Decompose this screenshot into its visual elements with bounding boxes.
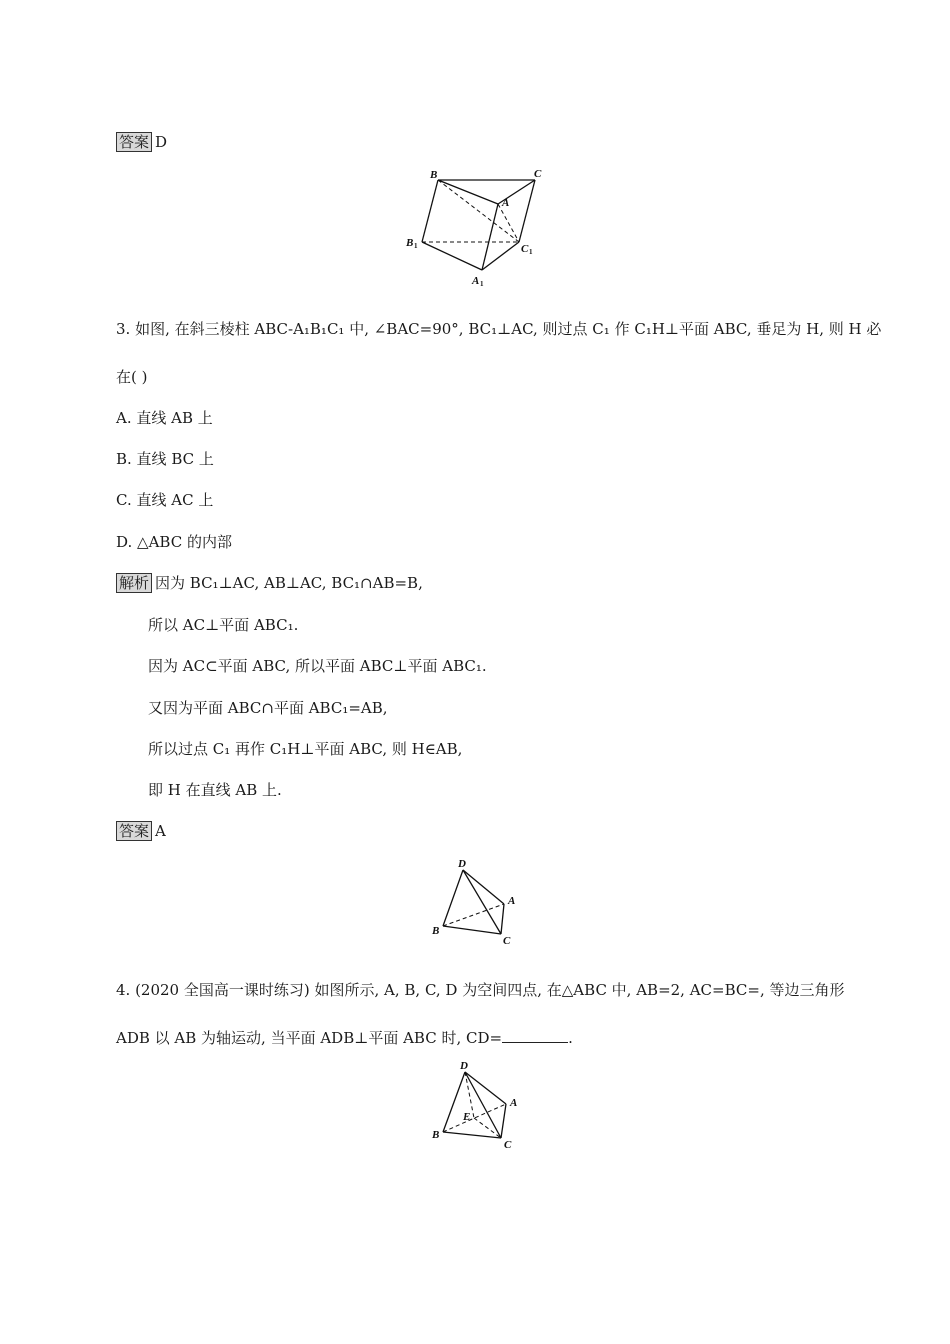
answer-value: D — [155, 133, 168, 151]
question-4-text: ADB 以 AB 为轴运动, 当平面 ADB⊥平面 ABC 时, CD= — [116, 1029, 503, 1047]
label-b: B — [432, 1129, 440, 1141]
answer-value: A — [155, 822, 166, 840]
label-c: C — [504, 1139, 512, 1151]
answer-tag: 答案 — [116, 132, 152, 152]
label-b1-sub: 1 — [414, 242, 418, 250]
analysis-line-2: 所以 AC⊥平面 ABC₁. — [148, 616, 299, 634]
analysis-line-4: 又因为平面 ABC∩平面 ABC₁=AB, — [148, 699, 388, 717]
analysis-line-1 — [116, 573, 423, 593]
label-c: C — [503, 935, 511, 947]
answer-blank[interactable] — [502, 1028, 568, 1043]
figure-tetrahedron-with-midpoint — [428, 1058, 528, 1158]
option-c: C. 直线 AC 上 — [116, 491, 214, 509]
analysis-line-3: 因为 AC⊂平面 ABC, 所以平面 ABC⊥平面 ABC₁. — [148, 657, 487, 675]
label-e: E — [463, 1111, 471, 1123]
option-b: B. 直线 BC 上 — [116, 450, 214, 468]
label-a: A — [508, 895, 516, 907]
label-b: B — [430, 169, 438, 181]
label-c1-sub: 1 — [529, 248, 533, 256]
analysis-line-6: 即 H 在直线 AB 上. — [148, 781, 282, 799]
analysis-tag: 解析 — [116, 573, 152, 593]
previous-answer — [116, 132, 167, 152]
answer-tag: 答案 — [116, 821, 152, 841]
option-a: A. 直线 AB 上 — [116, 409, 213, 427]
label-d: D — [458, 858, 466, 870]
question-3-line-2: 在( ) — [116, 368, 148, 386]
analysis-text-1: 因为 BC₁⊥AC, AB⊥AC, BC₁∩AB=B, — [155, 574, 423, 592]
label-d: D — [460, 1060, 468, 1072]
question-3-line-1: 3. 如图, 在斜三棱柱 ABC-A₁B₁C₁ 中, ∠BAC=90°, BC₁⊥AC, 则过点 C₁ 作 C₁H⊥平面 ABC, 垂足为 H, 则 H 必 — [116, 320, 882, 338]
label-c1: C — [521, 243, 529, 255]
analysis-line-5: 所以过点 C₁ 再作 C₁H⊥平面 ABC, 则 H∈AB, — [148, 740, 463, 758]
label-b1: B — [406, 237, 414, 249]
label-a1-sub: 1 — [480, 280, 484, 288]
label-b: B — [432, 925, 440, 937]
label-a: A — [510, 1097, 518, 1109]
label-c: C — [534, 168, 542, 180]
label-a1: A — [472, 275, 480, 287]
question-4-line-1: 4. (2020 全国高一课时练习) 如图所示, A, B, C, D 为空间四点, 在△ABC 中, AB=2, AC=BC=, 等边三角形 — [116, 981, 845, 999]
figure-oblique-prism — [400, 160, 560, 290]
question-3-answer — [116, 821, 166, 841]
question-4-line-2 — [116, 1028, 573, 1048]
figure-tetrahedron — [428, 852, 528, 952]
option-d: D. △ABC 的内部 — [116, 533, 232, 551]
question-4-end: . — [568, 1029, 573, 1047]
label-a: A — [502, 197, 510, 209]
